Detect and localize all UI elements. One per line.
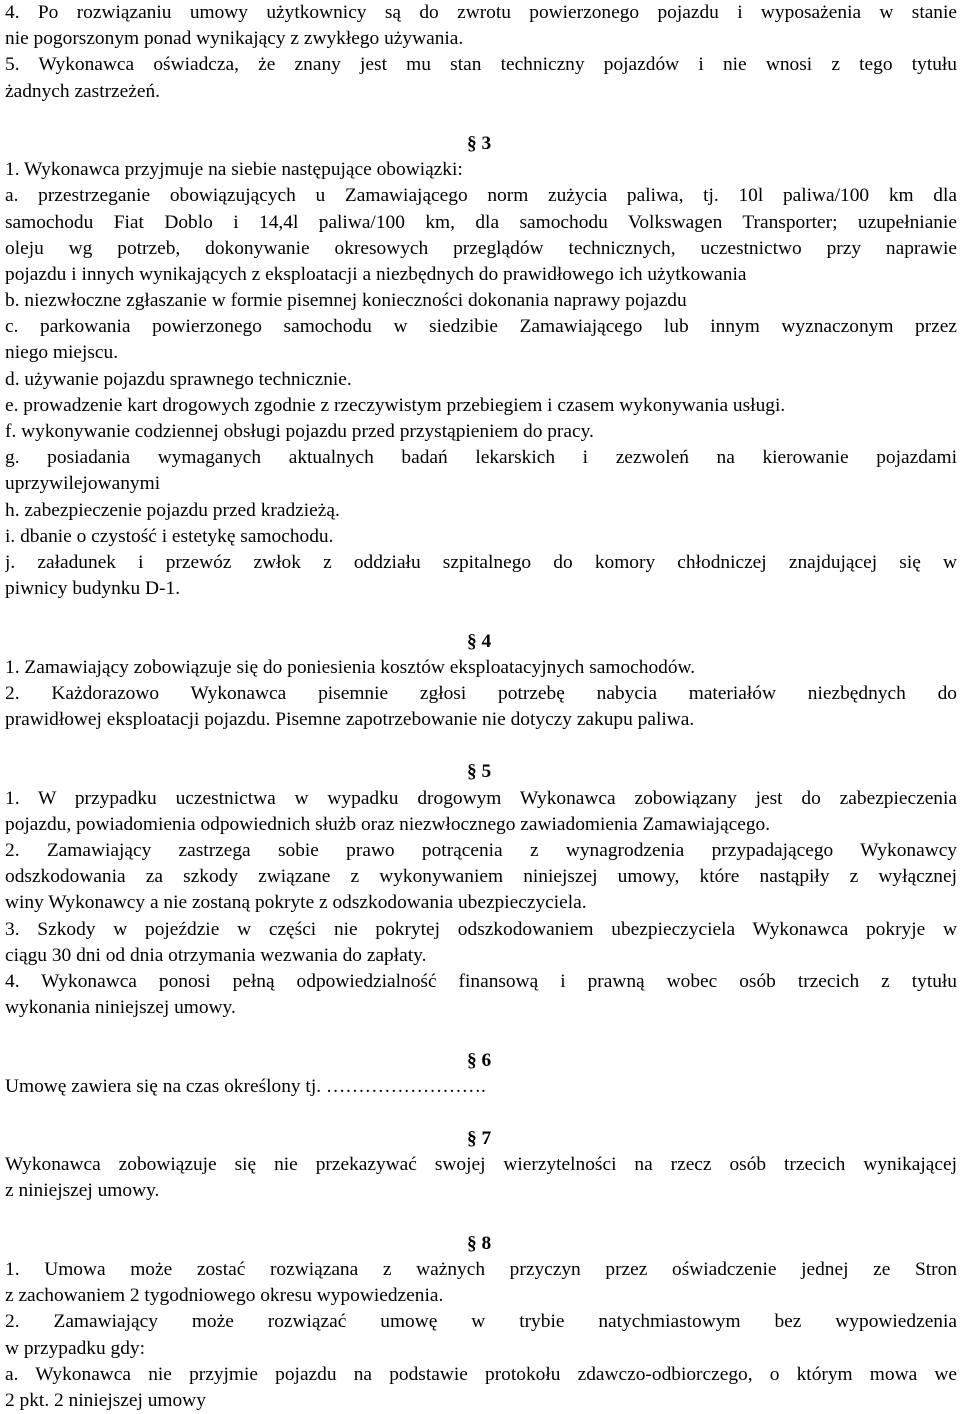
text-line: 2. Zamawiający zastrzega sobie prawo potrącenia z wynagrodzenia przypadającego Wykonawcy [5, 840, 957, 861]
text-line: 2. Każdorazowo Wykonawca pisemnie zgłosi potrzebę nabycia materiałów niezbędnych do [5, 682, 957, 704]
paragraph-gap [5, 105, 957, 131]
text-line: Umowę zawiera się na czas określony tj. ……………………. [5, 1075, 486, 1097]
text-line: Wykonawca zobowiązuje się nie przekazywać swojej wierzytelności na rzecz osób trzecich wynikającej [5, 1154, 957, 1176]
text-line: z niniejszej umowy. [5, 1180, 160, 1202]
text-line: wykonania niniejszej umowy. [5, 997, 236, 1019]
paragraph [5, 52, 957, 104]
text-line: odszkodowania za szkody związane z wykonywaniem niniejszej umowy, które nastąpiły z wyłącznej [5, 866, 957, 888]
paragraph [5, 1152, 957, 1204]
text-line: i. dbanie o czystość i estetykę samochodu. [5, 525, 334, 547]
text-line: c. parkowania powierzonego samochodu w siedzibie Zamawiającego lub innym wyznaczonym przez [5, 316, 957, 338]
text-line: prawidłowej eksploatacji pojazdu. Pisemne zapotrzebowanie nie dotyczy zakupu paliwa. [5, 709, 695, 731]
text-line: 4. Wykonawca ponosi pełną odpowiedzialność finansową i prawną wobec osób trzecich z tytułu [5, 970, 957, 992]
paragraph [5, 157, 957, 183]
section-heading: § 6 [467, 1049, 492, 1071]
text-line: j. załadunek i przewóz zwłok z oddziału szpitalnego do komory chłodniczej znajdującej się w [5, 551, 957, 573]
paragraph [5, 681, 957, 733]
text-line: b. niezwłoczne zgłaszanie w formie pisemnej konieczności dokonania naprawy pojazdu [5, 290, 687, 312]
paragraph-gap [5, 602, 957, 628]
text-line: 1. Umowa może zostać rozwiązana z ważnych przyczyn przez oświadczenie jednej ze Stron [5, 1259, 957, 1280]
text-line: e. prowadzenie kart drogowych zgodnie z rzeczywistym przebiegiem i czasem wykonywania usługi. [5, 394, 786, 416]
paragraph [5, 917, 957, 969]
text-line: 1. Wykonawca przyjmuje na siebie następujące obowiązki: [5, 159, 463, 181]
document-page [5, 0, 957, 1414]
paragraph [5, 367, 957, 393]
paragraph [5, 1074, 957, 1100]
section-heading: § 3 [467, 132, 492, 154]
text-line: pojazdu i innych wynikających z eksploatacji a niezbędnych do prawidłowego ich użytkowania [5, 263, 747, 285]
text-line: g. posiadania wymaganych aktualnych badań lekarskich i zezwoleń na kierowanie pojazdami [5, 447, 957, 469]
text-line: oleju wg potrzeb, dokonywanie okresowych przeglądów technicznych, uczestnictwo przy naprawie [5, 237, 957, 259]
section-heading: § 7 [467, 1128, 492, 1150]
text-line: a. Wykonawca nie przyjmie pojazdu na podstawie protokołu zdawczo-odbiorczego, o którym mowa we [5, 1363, 957, 1385]
text-line: nie pogorszonym ponad wynikający z zwykłego używania. [5, 28, 464, 50]
text-line: uprzywilejowanymi [5, 473, 161, 495]
paragraph [5, 393, 957, 419]
text-line: 4. Po rozwiązaniu umowy użytkownicy są do zwrotu powierzonego pojazdu i wyposażenia w stanie [5, 2, 957, 23]
paragraph-gap [5, 1100, 957, 1126]
text-line: 1. W przypadku uczestnictwa w wypadku drogowym Wykonawca zobowiązany jest do zabezpieczenia [5, 787, 957, 809]
section-heading: § 4 [467, 630, 492, 652]
text-line: pojazdu, powiadomienia odpowiednich służb oraz niezwłocznego zawiadomienia Zamawiającego. [5, 813, 771, 835]
paragraph [5, 183, 957, 288]
text-line: winy Wykonawcy a nie zostaną pokryte z odszkodowania ubezpieczyciela. [5, 892, 587, 914]
text-line: 3. Szkody w pojeździe w części nie pokrytej odszkodowaniem ubezpieczyciela Wykonawca pokryje w [5, 918, 957, 940]
text-line: z zachowaniem 2 tygodniowego okresu wypowiedzenia. [5, 1285, 444, 1307]
text-line: f. wykonywanie codziennej obsługi pojazdu przed przystąpieniem do pracy. [5, 421, 594, 442]
paragraph [5, 969, 957, 1021]
paragraph [5, 314, 957, 366]
text-line: h. zabezpieczenie pojazdu przed kradzieżą. [5, 499, 340, 521]
text-line: ciągu 30 dni od dnia otrzymania wezwania do zapłaty. [5, 944, 427, 966]
text-line: samochodu Fiat Doblo i 14,4l paliwa/100 km, dla samochodu Volkswagen Transporter; uzupełnianie [5, 211, 957, 233]
paragraph-gap [5, 733, 957, 759]
paragraph [5, 1257, 957, 1309]
paragraph [5, 524, 957, 550]
paragraph [5, 655, 957, 681]
text-line: 2. Zamawiający może rozwiązać umowę w trybie natychmiastowym bez wypowiedzenia [5, 1311, 957, 1333]
paragraph [5, 498, 957, 524]
section-heading: § 8 [467, 1232, 492, 1254]
section-heading: § 5 [467, 761, 492, 783]
text-line: niego miejscu. [5, 342, 119, 364]
text-line: piwnicy budynku D-1. [5, 578, 181, 600]
paragraph [5, 1309, 957, 1361]
text-line: d. używanie pojazdu sprawnego technicznie. [5, 368, 352, 390]
paragraph [5, 288, 957, 314]
paragraph [5, 786, 957, 838]
paragraph-gap [5, 1021, 957, 1047]
paragraph [5, 550, 957, 602]
paragraph [5, 419, 957, 445]
paragraph [5, 445, 957, 497]
paragraph [5, 0, 957, 52]
text-line: 5. Wykonawca oświadcza, że znany jest mu stan techniczny pojazdów i nie wnosi z tego tytułu [5, 54, 957, 76]
text-line: a. przestrzeganie obowiązujących u Zamawiającego norm zużycia paliwa, tj. 10l paliwa/100 km dla [5, 185, 957, 207]
text-line: w przypadku gdy: [5, 1337, 146, 1359]
paragraph [5, 838, 957, 917]
paragraph-gap [5, 1205, 957, 1231]
text-line: 1. Zamawiający zobowiązuje się do poniesienia kosztów eksploatacyjnych samochodów. [5, 656, 696, 678]
text-line: żadnych zastrzeżeń. [5, 80, 161, 102]
text-line: 2 pkt. 2 niniejszej umowy [5, 1389, 206, 1411]
